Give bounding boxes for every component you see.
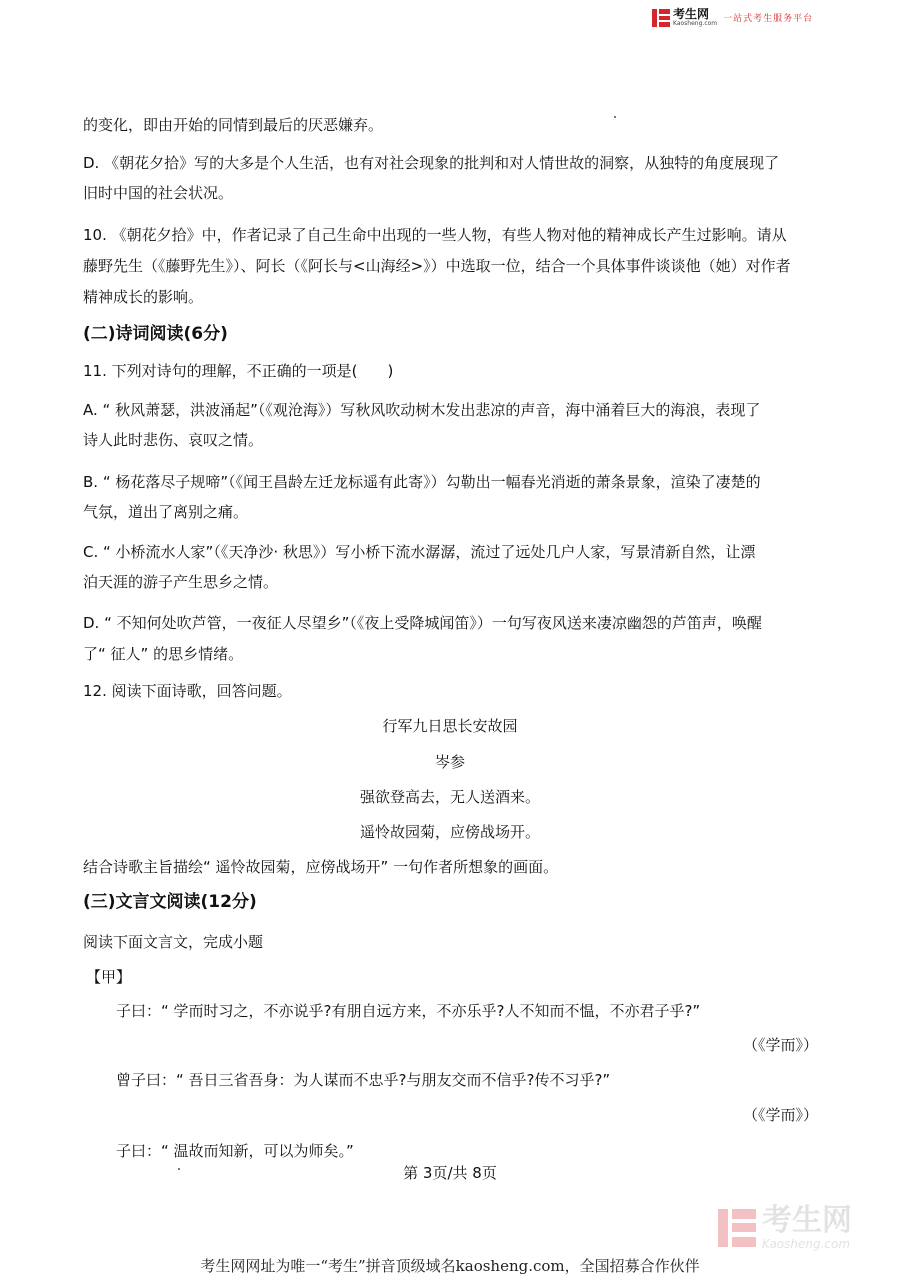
watermark <box>718 1203 852 1251</box>
poem-line: 强欲登高去，无人送酒来。 <box>359 788 540 806</box>
quote-source: （《学而》） <box>742 1036 818 1054</box>
brand-slogan: 一站式考生服务平台 <box>723 14 814 24</box>
watermark-brand: 考生网 <box>762 1203 852 1238</box>
question-11: 11. 下列对诗句的理解，不正确的一项是( ) <box>83 362 394 380</box>
quote-line: 子曰：“ 学而时习之，不亦说乎?有朋自远方来，不亦乐乎?人不知而不愠，不亦君子乎?” <box>116 1002 701 1020</box>
brand-name: 考生网 <box>673 7 710 21</box>
watermark-domain: Kaosheng.com <box>762 1237 851 1251</box>
question-10: 10. 《朝花夕拾》中，作者记录了自己生命中出现的一些人物，有些人物对他的精神成长产生过影响。请从 <box>83 226 787 244</box>
text-line: 诗人此时悲伤、哀叹之情。 <box>83 431 264 449</box>
poem-question: 结合诗歌主旨描绘“ 遥怜故园菊，应傍战场开” 一句作者所想象的画面。 <box>83 858 559 876</box>
option-a-line: A. “ 秋风萧瑟，洪波涌起”（《观沧海》）写秋风吹动树木发出悲凉的声音，海中涌着巨大的海浪，表现了 <box>83 401 761 419</box>
section-heading-poetry: (二)诗词阅读(6分) <box>83 324 228 344</box>
section-heading-classical: (三)文言文阅读(12分) <box>83 892 257 912</box>
quote-line: 曾子曰：“ 吾日三省吾身：为人谋而不忠乎?与朋友交而不信乎?传不习乎?” <box>116 1071 611 1089</box>
option-c-line: C. “ 小桥流水人家”（《天净沙· 秋思》）写小桥下流水潺潺，流过了远处几户人家，写景清新自然，让漂 <box>83 543 756 561</box>
option-b-line: B. “ 杨花落尽子规啼”（《闻王昌龄左迁龙标遥有此寄》）勾勒出一幅春光消逝的萧条景象，渲染了凄楚的 <box>83 473 761 491</box>
brand-domain: Kaosheng.com <box>673 20 718 27</box>
text-line: 气氛，道出了离别之痛。 <box>83 503 249 521</box>
text-line: 旧时中国的社会状况。 <box>83 184 234 202</box>
text-line: 藤野先生（《藤野先生》）、阿长（《阿长与<山海经>》）中选取一位，结合一个具体事件谈谈他（她）对作者 <box>83 257 791 275</box>
text-line: 精神成长的影响。 <box>83 288 204 306</box>
option-d-line: D. “ 不知何处吹芦管，一夜征人尽望乡”（《夜上受降城闻笛》）一句写夜风送来凄凉幽怨的芦笛声，唤醒 <box>83 614 762 632</box>
kaosheng-logo-icon <box>652 9 670 27</box>
instruction: 阅读下面文言文，完成小题 <box>83 933 264 951</box>
quote-line: 子曰：“ 温故而知新，可以为师矣。” <box>116 1142 354 1160</box>
question-12: 12. 阅读下面诗歌，回答问题。 <box>83 682 292 700</box>
page-number: 第 3页/共 8页 <box>403 1164 497 1182</box>
header-logo[interactable] <box>652 8 813 27</box>
quote-source: （《学而》） <box>742 1106 818 1124</box>
text-line: 泊天涯的游子产生思乡之情。 <box>83 573 279 591</box>
poem-line: 遥怜故园菊，应傍战场开。 <box>359 823 540 841</box>
passage-label: 【甲】 <box>86 968 132 986</box>
kaosheng-watermark-icon <box>718 1209 756 1247</box>
stray-dot <box>614 116 616 118</box>
poem-title: 行军九日思长安故园 <box>382 717 518 735</box>
poem-author: 岑参 <box>434 753 465 771</box>
text-line: 了“ 征人” 的思乡情绪。 <box>83 645 244 663</box>
footer-notice[interactable]: 考生网网址为唯一“考生”拼音顶级域名kaosheng.com，全国招募合作伙伴 <box>200 1257 700 1275</box>
option-d-line: D. 《朝花夕拾》写的大多是个人生活，也有对社会现象的批判和对人情世故的洞察，从独特的角度展现了 <box>83 154 780 172</box>
text-line: 的变化，即由开始的同情到最后的厌恶嫌弃。 <box>83 116 384 134</box>
